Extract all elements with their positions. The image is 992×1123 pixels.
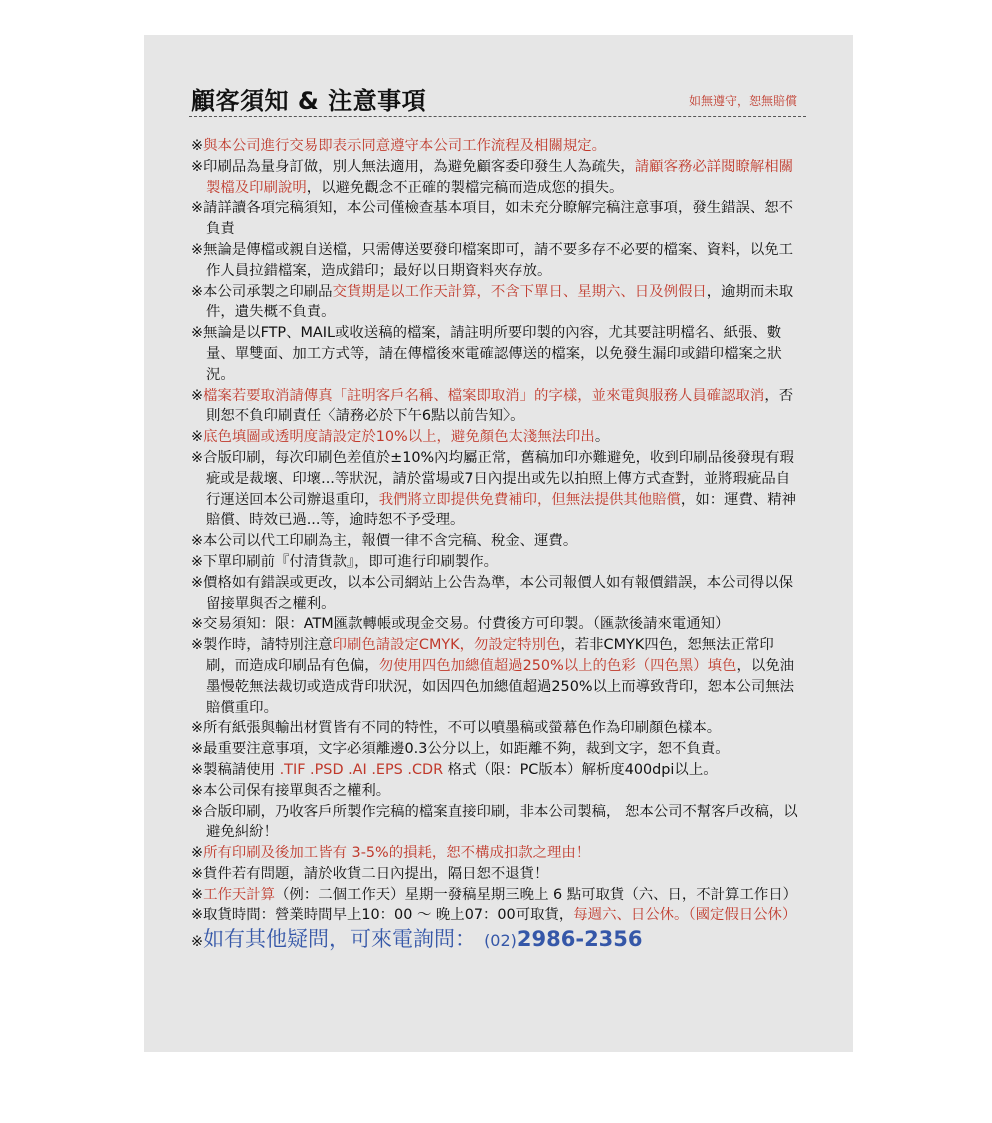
- notice-text: ※製作時，請特別注意: [191, 637, 333, 654]
- notice-item: [191, 905, 801, 926]
- contact-line: [191, 929, 801, 953]
- notice-item: [191, 739, 801, 760]
- notice-text: ※合版印刷，乃收客戶所製作完稿的檔案直接印刷，非本公司製稿， 恕本公司不幫客戶改稿，以避免糾紛！: [191, 803, 798, 841]
- notice-text: ，以避免觀念不正確的製檔完稿而造成您的損失。: [306, 179, 624, 196]
- notice-text: ，以免油墨慢乾無法裁切或造成背印狀況，如因四色加總值超過250%以上而導致背印，恕本公司無法賠償重印。: [206, 657, 795, 716]
- notice-text: ※貨件若有問題，請於收貨二日內提出，隔日恕不退貨！: [191, 865, 549, 882]
- notice-text: ※本公司保有接單與否之權利。: [191, 782, 391, 799]
- notice-text: 。: [594, 429, 610, 446]
- contact-label: 如有其他疑問，可來電詢問：: [203, 927, 477, 952]
- notice-item: [191, 323, 801, 385]
- notice-text: ※請詳讀各項完稿須知，本公司僅檢查基本項目，如未充分瞭解完稿注意事項，發生錯誤、恕不負責: [191, 200, 794, 238]
- notice-text: ※: [191, 886, 204, 903]
- notice-text: ※製稿請使用: [191, 761, 280, 778]
- notice-text: ※本公司承製之印刷品: [191, 283, 333, 300]
- highlighted-text: 交貨期是以工作天計算，不含下單日、星期六、日及例假日: [332, 283, 707, 300]
- notice-item: [191, 718, 801, 739]
- notice-text: ※價格如有錯誤或更改，以本公司網站上公告為準，本公司報價人如有報價錯誤，本公司得以保留接單與否之權利。: [191, 574, 794, 612]
- notice-item: [191, 282, 801, 324]
- highlighted-text: 工作天計算: [203, 886, 276, 903]
- notice-item: [191, 760, 801, 781]
- contact-mark: ※: [191, 934, 204, 951]
- phone-number: 2986-2356: [516, 927, 643, 952]
- notice-item: [191, 240, 801, 282]
- page-title: 顧客須知 & 注意事項: [191, 87, 427, 115]
- highlighted-text: 與本公司進行交易即表示同意遵守本公司工作流程及相關規定。: [203, 138, 607, 154]
- highlighted-text: 底色填圖或透明度請設定於10%以上，避免顏色太淺無法印出: [203, 429, 595, 446]
- highlighted-text: .TIF .PSD .AI .EPS .CDR: [279, 761, 444, 778]
- disclaimer-note: 如無遵守，恕無賠償: [688, 94, 797, 108]
- highlighted-text: 請顧客務必詳閱瞭解相關製檔及印刷說明: [206, 158, 794, 196]
- notice-text: ※本公司以代工印刷為主，報價一律不含完稿、稅金、運費。: [191, 533, 578, 550]
- notice-panel: [144, 35, 853, 1052]
- notice-text: ※交易須知：限：ATM匯款轉帳或現金交易。付費後方可印製。（匯款後請來電通知）: [191, 616, 730, 633]
- highlighted-text: 所有印刷及後加工皆有 3-5%的損耗，恕不構成扣款之理由！: [203, 845, 591, 862]
- notice-text: ※取貨時間：營業時間早上10：00 ～ 晚上07：00可取貨，: [191, 907, 574, 924]
- notice-text: ※: [191, 138, 204, 154]
- notice-text: ※下單印刷前『付清貨款』，即可進行印刷製作。: [191, 553, 499, 570]
- notice-item: [191, 157, 801, 199]
- dashed-divider: [189, 116, 806, 117]
- notice-item: [191, 386, 801, 428]
- notice-text: ※: [191, 387, 204, 404]
- notice-item: [191, 781, 801, 802]
- notice-text: ※合版印刷，每次印刷色差值於±10%內均屬正常，舊稿加印亦難避免，收到印刷品後發現有瑕疵或是裁壞、印壞...等狀況，請於當場或7日內提出或先以拍照上傳方式查對，並將瑕疵品自行運送回本公司辦退重印，: [191, 449, 794, 508]
- notice-item: [191, 427, 801, 448]
- notice-text: ，否則恕不負印刷責任〈請務必於下午6點以前告知〉。: [206, 387, 794, 425]
- notice-text: ※無論是傳檔或親自送檔，只需傳送要發印檔案即可，請不要多存不必要的檔案、資料，以免工作人員拉錯檔案，造成錯印；最好以日期資料夾存放。: [191, 241, 794, 279]
- notice-text: ，逾期而未取件，遺失概不負責。: [206, 283, 794, 321]
- notice-text: 格式（限：PC版本）解析度400dpi以上。: [443, 761, 718, 778]
- notice-text: ※: [191, 845, 204, 862]
- notice-item: [191, 885, 801, 906]
- notice-item: [191, 614, 801, 635]
- notice-text: ，若非CMYK四色，恕無法正常印刷，而造成印刷品有色偏，: [206, 637, 774, 674]
- phone-area-code: (02): [484, 931, 517, 951]
- notice-item: [191, 864, 801, 885]
- notice-item: [191, 843, 801, 864]
- highlighted-text: 每週六、日公休。（國定假日公休）: [573, 907, 797, 924]
- notice-text: （例：二個工作天）星期一發稿星期三晚上 6 點可取貨（六、日，不計算工作日）: [275, 886, 798, 903]
- notice-text: ，如：運費、精神賠償、時效已過...等，逾時恕不予受理。: [206, 491, 797, 529]
- notes-list: [191, 136, 801, 953]
- highlighted-text: 檔案若要取消請傳真「註明客戶名稱、檔案即取消」的字樣，並來電與服務人員確認取消: [203, 387, 765, 404]
- notice-item: [191, 573, 801, 615]
- highlighted-text: 勿使用四色加總值超過250%以上的色彩（四色黑）填色: [378, 657, 737, 674]
- highlighted-text: 印刷色請設定CMYK，勿設定特別色: [332, 637, 561, 654]
- notice-text: ※最重要注意事項，文字必須離邊0.3公分以上，如距離不夠，裁到文字，恕不負責。: [191, 741, 730, 758]
- notice-text: ※無論是以FTP、MAIL或收送稿的檔案，請註明所要印製的內容，尤其要註明檔名、紙張、數量、單雙面、加工方式等，請在傳檔後來電確認傳送的檔案，以免發生漏印或錯印檔案之狀況。: [191, 325, 782, 383]
- notice-item: [191, 802, 801, 844]
- highlighted-text: 我們將立即提供免費補印，但無法提供其他賠償: [378, 491, 681, 508]
- notice-item: [191, 531, 801, 552]
- notice-text: ※印刷品為量身訂做，別人無法適用，為避免顧客委印發生人為疏失，: [191, 158, 635, 175]
- notice-text: ※所有紙張與輸出材質皆有不同的特性，不可以噴墨稿或螢幕色作為印刷顏色樣本。: [191, 720, 722, 737]
- notice-item: [191, 448, 801, 531]
- notice-item: [191, 552, 801, 573]
- notice-item: [191, 635, 801, 718]
- notice-item: [191, 198, 801, 240]
- notice-item: [191, 136, 801, 157]
- notice-text: ※: [191, 429, 204, 446]
